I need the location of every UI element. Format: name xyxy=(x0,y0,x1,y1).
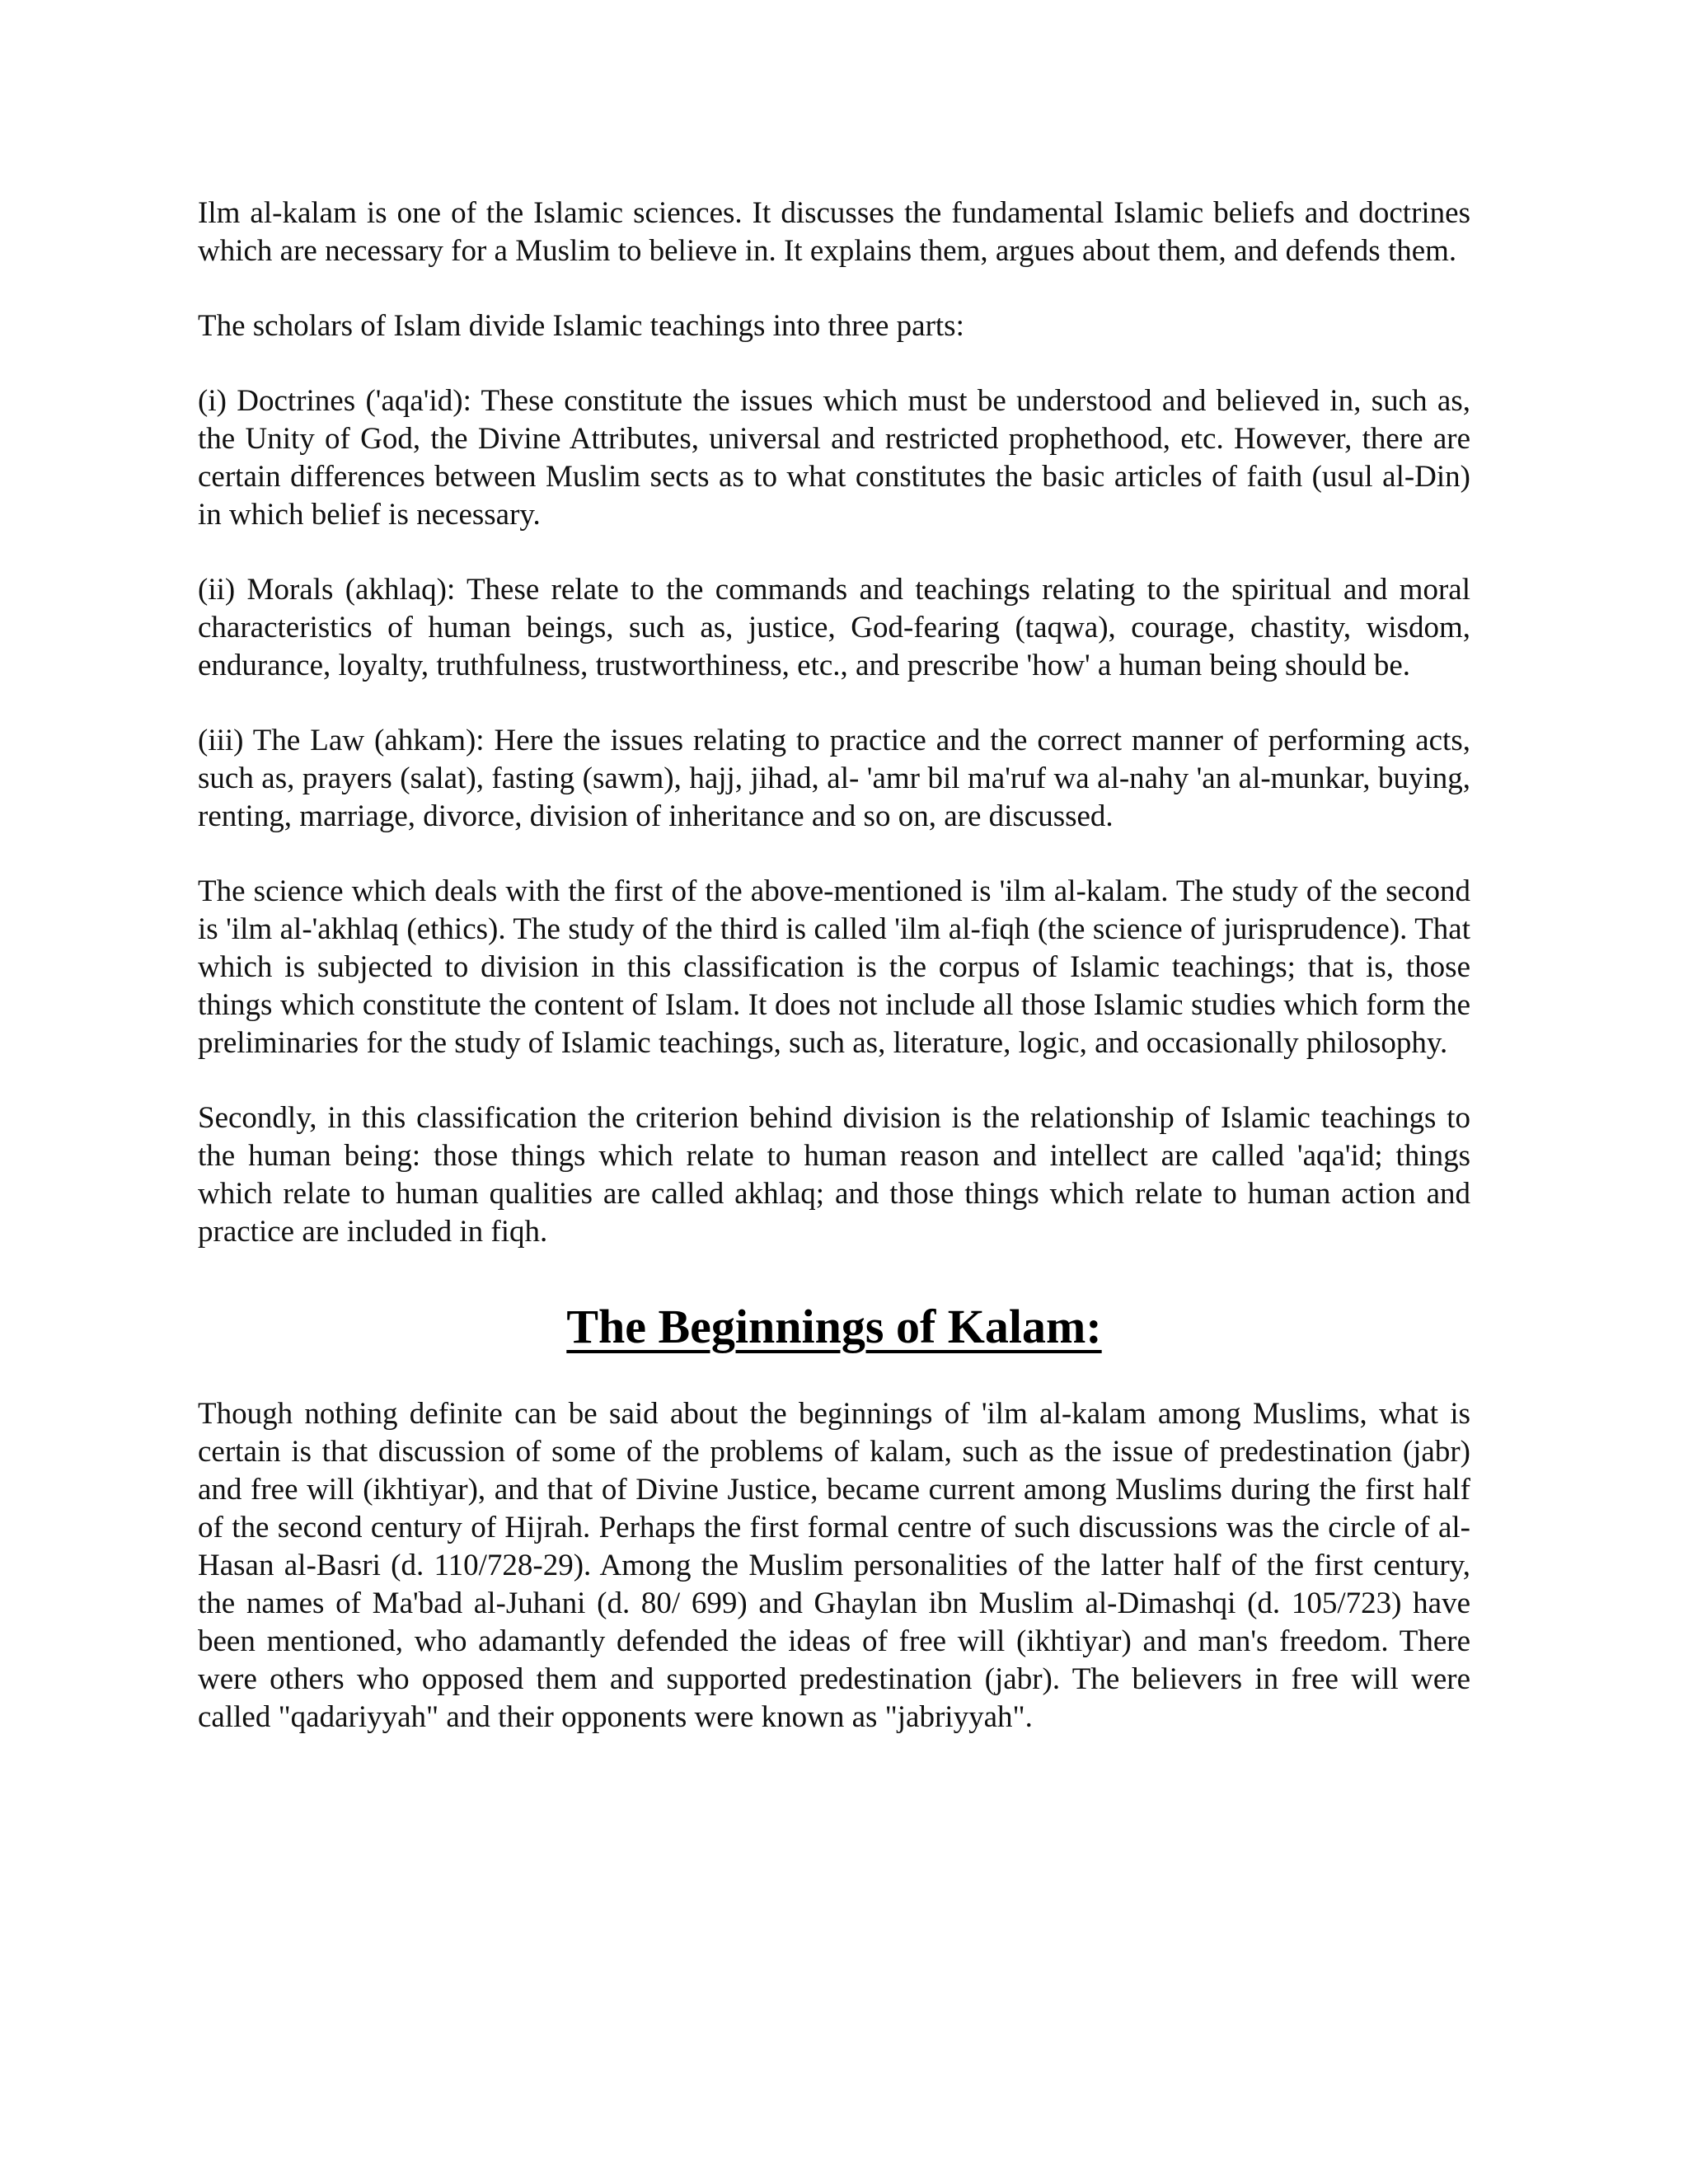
document-page xyxy=(198,194,1470,1774)
section-heading: The Beginnings of Kalam: xyxy=(566,1300,1102,1353)
paragraph-doctrines: (i) Doctrines ('aqa'id): These constitute the issues which must be understood and believed in, such as, the Unity of God, the Divine Attributes, universal and restricted prophethood, etc. However, there are certain differences between Muslim sects as to what constitutes the basic articles of faith (usul al-Din) in which belief is necessary. xyxy=(198,384,1470,532)
paragraph-classification: Secondly, in this classification the criterion behind division is the relationship of Islamic teachings to the human being: those things which relate to human reason and intellect are called 'aqa'id; things which relate to human qualities are called akhlaq; and those things which relate to human action and practice are included in fiqh. xyxy=(198,1101,1470,1249)
paragraph-sciences: The science which deals with the first of the above-mentioned is 'ilm al-kalam. The study of the second is 'ilm al-'akhlaq (ethics). The study of the third is called 'ilm al-fiqh (the science of jurisprudence). That which is subjected to division in this classification is the corpus of Islamic teachings; that is, those things which constitute the content of Islam. It does not include all those Islamic studies which form the preliminaries for the study of Islamic teachings, such as, literature, logic, and occasionally philosophy. xyxy=(198,874,1470,1060)
paragraph-intro: Ilm al-kalam is one of the Islamic sciences. It discusses the fundamental Islamic beliefs and doctrines which are necessary for a Muslim to believe in. It explains them, argues about them, and defends them. xyxy=(198,196,1470,268)
paragraph-beginnings: Though nothing definite can be said about the beginnings of 'ilm al-kalam among Muslims, what is certain is that discussion of some of the problems of kalam, such as the issue of predestination (jabr) and free will (ikhtiyar), and that of Divine Justice, became current among Muslims during the first half of the second century of Hijrah. Perhaps the first formal centre of such discussions was the circle of al-Hasan al-Basri (d. 110/728-29). Among the Muslim personalities of the latter half of the first century, the names of Ma'bad al-Juhani (d. 80/ 699) and Ghaylan ibn Muslim al-Dimashqi (d. 105/723) have been mentioned, who adamantly defended the ideas of free will (ikhtiyar) and man's freedom. There were others who opposed them and supported predestination (jabr). The believers in free will were called "qadariyyah" and their opponents were known as "jabriyyah". xyxy=(198,1397,1470,1734)
paragraph-three-parts: The scholars of Islam divide Islamic teachings into three parts: xyxy=(198,309,964,343)
paragraph-morals: (ii) Morals (akhlaq): These relate to the commands and teachings relating to the spiritual and moral characteristics of human beings, such as, justice, God-fearing (taqwa), courage, chastity, wisdom, endurance, loyalty, truthfulness, trustworthiness, etc., and prescribe 'how' a human being should be. xyxy=(198,573,1470,682)
paragraph-law: (iii) The Law (ahkam): Here the issues relating to practice and the correct manner of performing acts, such as, prayers (salat), fasting (sawm), hajj, jihad, al- 'amr bil ma'ruf wa al-nahy 'an al-munkar, buying, renting, marriage, divorce, division of inheritance and so on, are discussed. xyxy=(198,724,1470,833)
